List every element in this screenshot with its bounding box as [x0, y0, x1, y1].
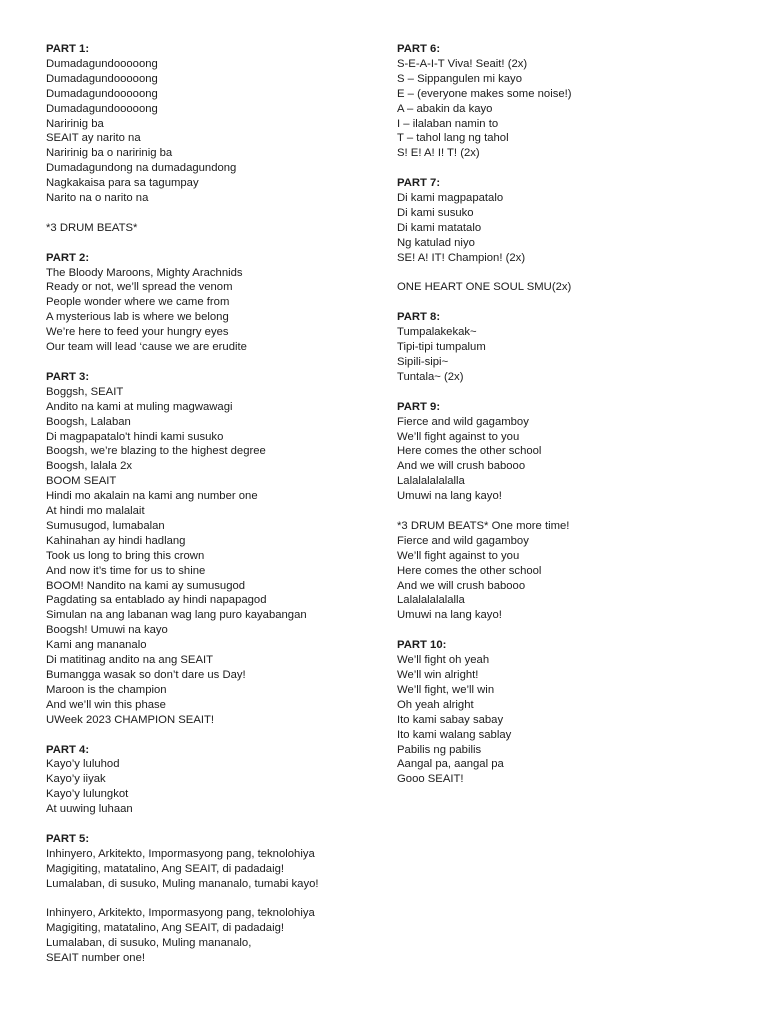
lyric-line: Maroon is the champion	[46, 683, 167, 696]
lyric-line: Ito kami walang sablay	[397, 728, 512, 741]
lyric-line: Fierce and wild gagamboy	[397, 534, 529, 547]
lyric-line: Aangal pa, aangal pa	[397, 758, 504, 771]
lyric-line: E – (everyone makes some noise!)	[397, 87, 572, 100]
part-heading: PART 5:	[46, 832, 90, 845]
lyric-line: Magigiting, matatalino, Ang SEAIT, di padadaig!	[46, 922, 285, 935]
lyric-line: Pabilis ng pabilis	[397, 743, 482, 756]
lyric-line: S – Sippangulen mi kayo	[397, 72, 522, 85]
lyric-line: Kami ang mananalo	[46, 639, 147, 652]
lyric-line: And we will crush babooo	[397, 579, 526, 592]
lyric-line: Nagkakaisa para sa tagumpay	[46, 177, 199, 190]
lyric-line: The Bloody Maroons, Mighty Arachnids	[46, 266, 243, 279]
lyric-line: Took us long to bring this crown	[46, 549, 205, 562]
lyric-line: Inhinyero, Arkitekto, Impormasyong pang, teknolohiya	[46, 847, 315, 860]
lyric-line: SEAIT number one!	[46, 952, 146, 965]
lyric-line: And now it’s time for us to shine	[46, 564, 206, 577]
lyric-part	[46, 906, 376, 966]
lyric-part	[397, 519, 737, 623]
lyric-line: SEAIT ay narito na	[46, 132, 141, 145]
part-heading: PART 3:	[46, 370, 90, 383]
lyric-line: Boogsh! Umuwi na kayo	[46, 624, 168, 637]
lyric-line: At hindi mo malalait	[46, 505, 145, 518]
part-heading: PART 8:	[397, 311, 441, 324]
lyric-line: Di kami matatalo	[397, 221, 482, 234]
part-heading: PART 10:	[397, 639, 447, 652]
lyric-line: Tuntala~ (2x)	[397, 370, 464, 383]
lyric-line: Di kami susuko	[397, 206, 474, 219]
lyric-line: Dumadagundooooong	[46, 87, 158, 100]
lyric-line: We’re here to feed your hungry eyes	[46, 326, 229, 339]
lyric-line: SE! A! IT! Champion! (2x)	[397, 251, 526, 264]
lyric-line: Hindi mo akalain na kami ang number one	[46, 490, 258, 503]
lyric-line: Umuwi na lang kayo!	[397, 609, 502, 622]
lyric-line: *3 DRUM BEATS* One more time!	[397, 519, 570, 532]
lyric-line: Oh yeah alright	[397, 698, 474, 711]
lyric-line: Our team will lead ‘cause we are erudite	[46, 341, 247, 354]
lyric-line: Boogsh, Lalaban	[46, 415, 131, 428]
lyric-line: UWeek 2023 CHAMPION SEAIT!	[46, 713, 215, 726]
lyric-line: Lumalaban, di susuko, Muling mananalo,	[46, 937, 252, 950]
lyric-line: Pagdating sa entablado ay hindi napapagod	[46, 594, 267, 607]
left-column	[46, 42, 376, 966]
lyric-part	[46, 370, 376, 728]
lyric-line: S-E-A-I-T Viva! Seait! (2x)	[397, 57, 528, 70]
lyric-line: At uuwing luhaan	[46, 803, 133, 816]
lyric-part	[46, 832, 376, 892]
lyric-line: Andito na kami at muling magwawagi	[46, 400, 233, 413]
lyric-line: Boogsh, we’re blazing to the highest degree	[46, 445, 266, 458]
lyric-part	[397, 638, 737, 787]
lyric-line: Naririnig ba o naririnig ba	[46, 147, 173, 160]
lyric-line: A – abakin da kayo	[397, 102, 493, 115]
lyric-line: We’ll fight against to you	[397, 549, 520, 562]
lyric-line: T – tahol lang ng tahol	[397, 132, 509, 145]
lyric-line: People wonder where we came from	[46, 296, 230, 309]
lyric-line: Dumadagundooooong	[46, 72, 158, 85]
lyric-line: Dumadagundong na dumadagundong	[46, 162, 237, 175]
lyric-line: Sumusugod, lumabalan	[46, 519, 165, 532]
lyric-part	[46, 42, 376, 206]
lyric-line: Bumangga wasak so don’t dare us Day!	[46, 669, 246, 682]
lyric-line: Lalalalalalalla	[397, 594, 465, 607]
lyric-line: A mysterious lab is where we belong	[46, 311, 229, 324]
lyric-line: S! E! A! I! T! (2x)	[397, 147, 480, 160]
part-heading: PART 7:	[397, 177, 441, 190]
lyric-part	[46, 221, 376, 236]
lyric-line: Gooo SEAIT!	[397, 773, 464, 786]
lyric-line: Tipi-tipi tumpalum	[397, 341, 486, 354]
lyric-line: Dumadagundooooong	[46, 57, 158, 70]
lyric-line: Narito na o narito na	[46, 192, 149, 205]
lyric-line: Lalalalalalalla	[397, 475, 465, 488]
lyric-line: And we will crush babooo	[397, 460, 526, 473]
lyric-line: Lumalaban, di susuko, Muling mananalo, tumabi kayo!	[46, 877, 319, 890]
lyric-line: And we’ll win this phase	[46, 698, 166, 711]
lyric-line: Ready or not, we’ll spread the venom	[46, 281, 233, 294]
lyric-line: BOOM SEAIT	[46, 475, 117, 488]
lyric-line: Here comes the other school	[397, 445, 542, 458]
lyric-line: We’ll fight against to you	[397, 430, 520, 443]
lyric-part	[397, 280, 737, 295]
right-column	[397, 42, 737, 787]
lyric-line: We’ll fight, we’ll win	[397, 683, 495, 696]
lyric-part	[397, 400, 737, 504]
lyric-line: Simulan na ang labanan wag lang puro kayabangan	[46, 609, 307, 622]
lyric-part	[46, 743, 376, 818]
lyric-line: I – ilalaban namin to	[397, 117, 499, 130]
lyric-part	[397, 176, 737, 265]
lyric-line: Boggsh, SEAIT	[46, 385, 124, 398]
lyric-part	[397, 42, 737, 161]
lyric-part	[397, 310, 737, 385]
lyric-line: We’ll fight oh yeah	[397, 654, 490, 667]
lyric-line: Kayo’y luluhod	[46, 758, 120, 771]
part-heading: PART 6:	[397, 43, 441, 55]
lyric-line: *3 DRUM BEATS*	[46, 221, 138, 234]
lyric-line: Kayo’y lulungkot	[46, 788, 129, 801]
lyric-line: Boogsh, lalala 2x	[46, 460, 133, 473]
lyric-line: Umuwi na lang kayo!	[397, 490, 502, 503]
lyric-line: Ng katulad niyo	[397, 236, 475, 249]
lyric-line: Di magpapatalo't hindi kami susuko	[46, 430, 224, 443]
lyric-line: Here comes the other school	[397, 564, 542, 577]
lyric-part	[46, 251, 376, 355]
lyric-line: BOOM! Nandito na kami ay sumusugod	[46, 579, 246, 592]
lyric-line: Kayo’y iiyak	[46, 773, 106, 786]
part-heading: PART 1:	[46, 43, 90, 55]
lyric-line: Kahinahan ay hindi hadlang	[46, 534, 186, 547]
lyric-line: Tumpalakekak~	[397, 326, 477, 339]
part-heading: PART 9:	[397, 400, 441, 413]
part-heading: PART 4:	[46, 743, 90, 756]
lyric-line: Naririnig ba	[46, 117, 104, 130]
lyric-line: Sipili-sipi~	[397, 355, 449, 368]
lyric-line: Fierce and wild gagamboy	[397, 415, 529, 428]
part-heading: PART 2:	[46, 251, 90, 264]
lyric-line: We’ll win alright!	[397, 668, 479, 681]
lyric-line: Ito kami sabay sabay	[397, 713, 504, 726]
lyric-line: ONE HEART ONE SOUL SMU(2x)	[397, 281, 572, 294]
lyric-line: Magigiting, matatalino, Ang SEAIT, di padadaig!	[46, 862, 285, 875]
lyric-line: Di matitinag andito na ang SEAIT	[46, 654, 214, 667]
lyric-line: Dumadagundooooong	[46, 102, 158, 115]
lyric-line: Inhinyero, Arkitekto, Impormasyong pang, teknolohiya	[46, 907, 315, 920]
lyric-line: Di kami magpapatalo	[397, 192, 504, 205]
